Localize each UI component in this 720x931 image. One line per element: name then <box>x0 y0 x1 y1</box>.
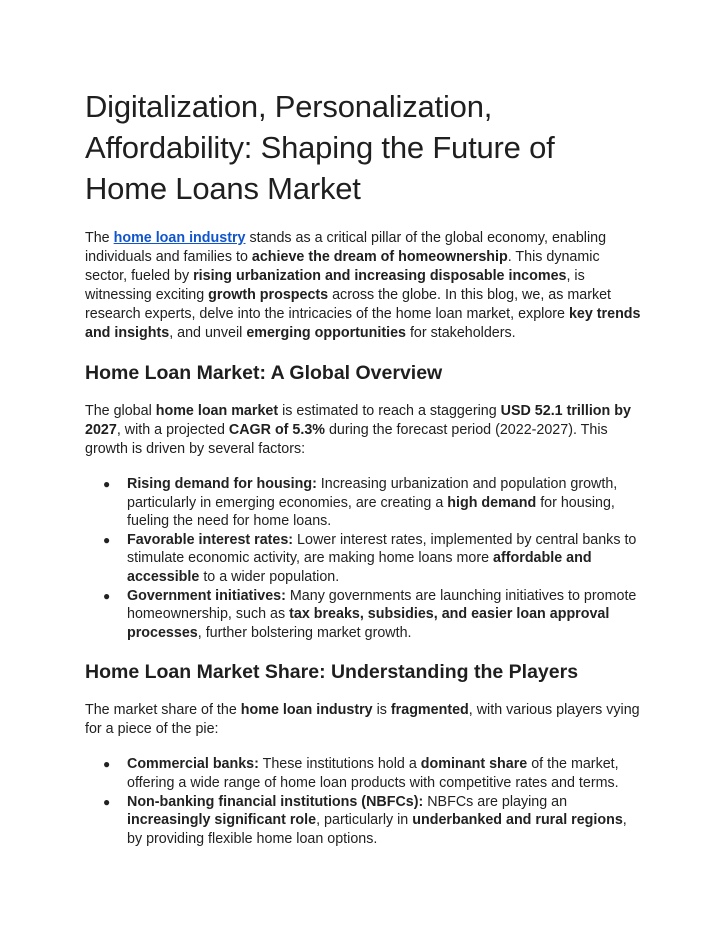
title-line: Home Loans Market <box>85 171 361 206</box>
text: individuals and families to <box>85 249 252 265</box>
bold-text: USD 52.1 trillion by <box>500 403 631 419</box>
text: , with various players vying <box>468 702 640 719</box>
text: , particularly in <box>316 812 413 829</box>
text: The <box>85 230 114 246</box>
bold-text: increasingly significant role <box>127 812 317 829</box>
bold-text: home loan market <box>155 403 279 419</box>
text: , further bolstering market growth. <box>197 624 412 641</box>
bold-text: home loan industry <box>240 702 373 719</box>
text: , with a projected <box>116 422 229 438</box>
home-loan-industry-link[interactable]: home loan industry <box>113 230 246 246</box>
market-players-list <box>85 755 640 848</box>
page-title <box>85 86 605 209</box>
text: homeownership, such as <box>127 606 290 623</box>
item-label: Commercial banks: <box>127 756 259 773</box>
bold-text: affordable and <box>493 550 592 567</box>
title-line: Affordability: Shaping the Future of <box>85 130 555 165</box>
bold-text: tax breaks, subsidies, and easier loan approval <box>289 606 610 623</box>
text: The global <box>85 403 156 419</box>
text: growth is driven by several factors: <box>85 441 306 457</box>
bold-text: 2027 <box>85 422 117 438</box>
bold-text: accessible <box>127 568 200 585</box>
bullet-icon: ● <box>103 588 111 603</box>
text: stands as a critical pillar of the global economy, enabling <box>245 230 607 246</box>
bold-text: growth prospects <box>208 287 329 303</box>
bullet-icon: ● <box>103 532 111 547</box>
text: , <box>622 812 627 829</box>
section-heading-global-overview: Home Loan Market: A Global Overview <box>85 362 443 384</box>
section-heading-market-share: Home Loan Market Share: Understanding the Players <box>85 661 579 684</box>
text: offering a wide range of home loan products with competitive rates and terms. <box>127 774 619 791</box>
text: for housing, <box>536 494 615 511</box>
text: sector, fueled by <box>85 268 194 284</box>
bold-text: fragmented <box>390 702 469 719</box>
title-line: Digitalization, Personalization, <box>85 89 493 124</box>
text: Lower interest rates, implemented by central banks to <box>293 531 637 548</box>
item-label: Rising demand for housing: <box>127 476 317 492</box>
bullet-icon: ● <box>103 794 111 809</box>
text: Many governments are launching initiatives to promote <box>285 587 637 604</box>
list-item <box>85 793 640 849</box>
list-item <box>85 587 640 643</box>
list-item <box>85 475 640 531</box>
text: for a piece of the pie: <box>85 721 219 738</box>
bold-text: dominant share <box>420 756 528 773</box>
text: particularly in emerging economies, are creating a <box>127 494 448 511</box>
market-share-paragraph <box>85 701 640 739</box>
text: fueling the need for home loans. <box>127 513 332 530</box>
text: The market share of the <box>85 702 241 719</box>
text: across the globe. In this blog, we, as market <box>328 287 612 303</box>
text: research experts, delve into the intricacies of the home loan market, explore <box>85 306 569 322</box>
text: of the market, <box>527 756 619 773</box>
item-label: Favorable interest rates: <box>127 531 294 548</box>
text: Increasing urbanization and population growth, <box>316 476 618 492</box>
bold-text: processes <box>127 624 198 641</box>
item-label: Non-banking financial institutions (NBFCs): <box>127 793 424 810</box>
bold-text: rising urbanization and increasing disposable incomes <box>193 268 567 284</box>
text: to a wider population. <box>199 568 340 585</box>
bold-text: underbanked and rural regions <box>412 812 623 829</box>
global-overview-paragraph <box>85 402 640 459</box>
bold-text: achieve the dream of homeownership <box>251 249 508 265</box>
bold-text: and insights <box>85 325 170 341</box>
text: . This dynamic <box>507 249 600 265</box>
text: is <box>372 702 391 719</box>
bold-text: emerging opportunities <box>246 325 406 341</box>
text: for stakeholders. <box>405 325 516 341</box>
list-item <box>85 531 640 587</box>
growth-factors-list <box>85 475 640 642</box>
bold-text: CAGR of 5.3% <box>228 422 325 438</box>
text: by providing flexible home loan options. <box>127 830 378 847</box>
bold-text: high demand <box>447 494 537 511</box>
bold-text: key trends <box>568 306 641 322</box>
text: witnessing exciting <box>85 287 209 303</box>
bullet-icon: ● <box>103 757 111 772</box>
list-item <box>85 755 640 792</box>
bullet-icon: ● <box>103 477 111 491</box>
text: is estimated to reach a staggering <box>278 403 501 419</box>
text: during the forecast period (2022-2027). This <box>325 422 608 438</box>
text: , and unveil <box>169 325 247 341</box>
text: , is <box>566 268 585 284</box>
item-label: Government initiatives: <box>127 587 286 604</box>
text: stimulate economic activity, are making home loans more <box>127 550 494 567</box>
text: NBFCs are playing an <box>423 793 568 810</box>
text: These institutions hold a <box>258 756 421 773</box>
intro-paragraph <box>85 229 640 343</box>
